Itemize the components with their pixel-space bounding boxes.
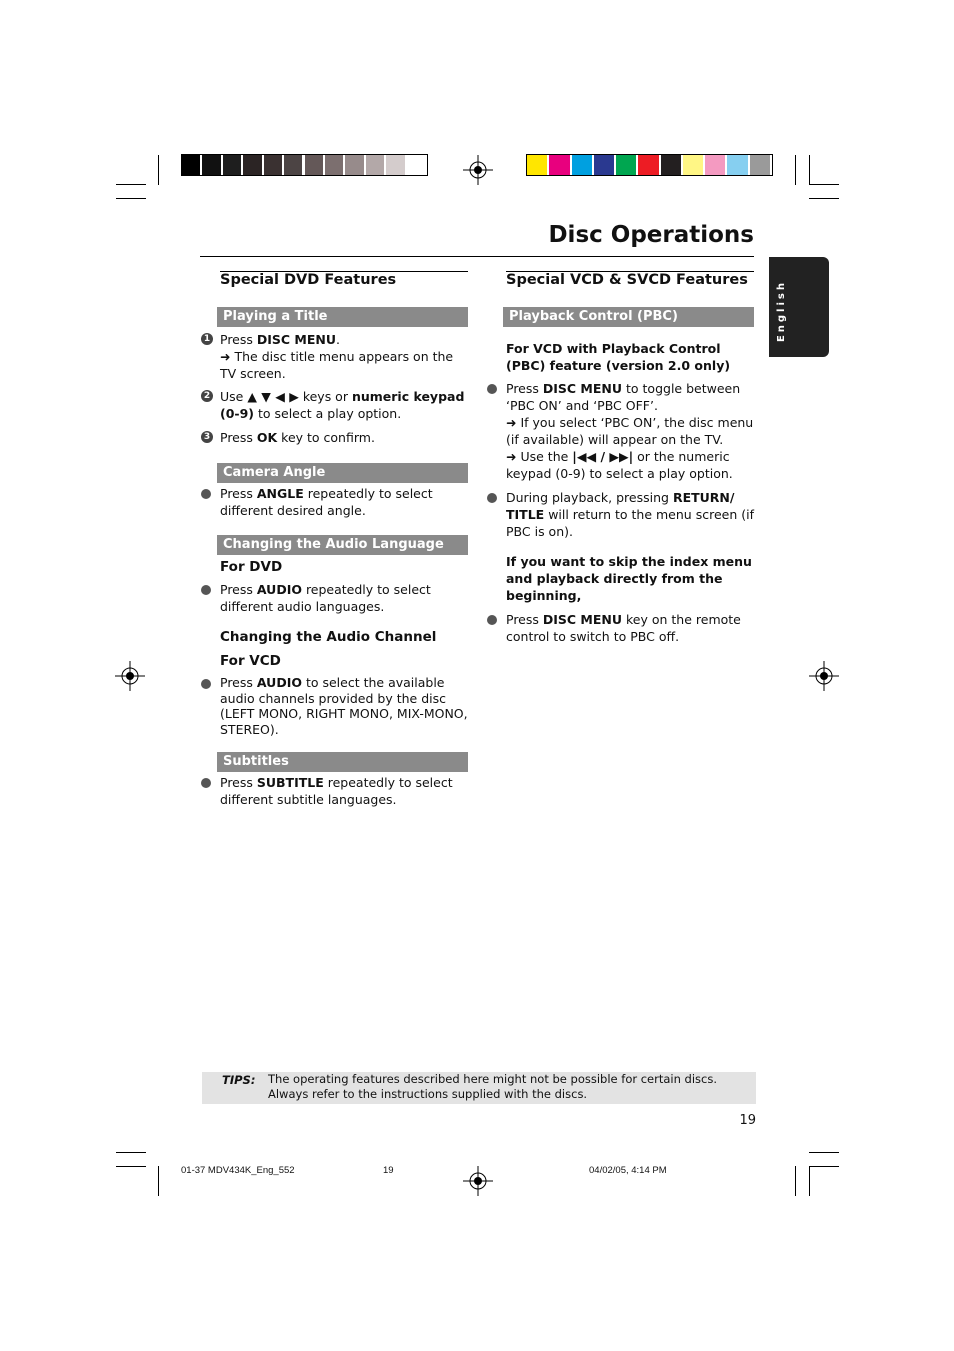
footer-file: 01-37 MDV434K_Eng_552 xyxy=(181,1165,295,1176)
bullet-icon xyxy=(201,585,211,595)
color-swatch xyxy=(661,155,681,175)
crop-mark xyxy=(158,1166,159,1196)
color-swatch xyxy=(345,155,363,175)
skip-index-heading: If you want to skip the index menu and playback directly from the beginning, xyxy=(506,554,752,603)
pbc-intro: For VCD with Playback Control (PBC) feature (version 2.0 only) xyxy=(506,341,731,373)
title-rule xyxy=(200,256,754,257)
bar-subtitles: Subtitles xyxy=(217,752,468,772)
color-swatch xyxy=(202,155,220,175)
page-number: 19 xyxy=(739,1113,756,1128)
pbc-bullet-2: During playback, pressing RETURN/ TITLE will return to the menu screen (if PBC is on). xyxy=(506,490,754,539)
color-calibration-bar xyxy=(526,154,773,176)
color-swatch xyxy=(407,155,425,175)
crop-mark xyxy=(116,1166,146,1167)
section-heading-dvd: Special DVD Features xyxy=(220,272,397,288)
bullet-icon xyxy=(487,384,497,394)
registration-mark-icon xyxy=(463,1166,493,1196)
skip-icons: |◀◀ / ▶▶| xyxy=(572,449,634,464)
registration-mark-icon xyxy=(809,661,839,691)
color-swatch xyxy=(594,155,614,175)
bullet-icon xyxy=(201,489,211,499)
grayscale-calibration-bar xyxy=(181,154,428,176)
step-3-text: Press OK key to confirm. xyxy=(220,430,375,445)
step-1-text: Press DISC MENU. ➜ The disc title menu appears on the TV screen. xyxy=(220,332,454,381)
subheading-audio-channel: Changing the Audio Channel xyxy=(220,629,437,645)
color-swatch xyxy=(386,155,404,175)
crop-mark xyxy=(795,1166,796,1196)
color-swatch xyxy=(366,155,384,175)
step-number: 2 xyxy=(201,390,213,402)
bullet-icon xyxy=(201,679,211,689)
color-swatch xyxy=(284,155,302,175)
audio-language-text: Press AUDIO repeatedly to select different audio languages. xyxy=(220,582,431,614)
color-swatch xyxy=(182,155,200,175)
crop-mark xyxy=(809,1152,839,1153)
bullet-icon xyxy=(487,615,497,625)
camera-angle-text: Press ANGLE repeatedly to select different desired angle. xyxy=(220,486,433,518)
footer-date: 04/02/05, 4:14 PM xyxy=(589,1165,667,1176)
crop-mark xyxy=(809,1166,839,1167)
bar-pbc: Playback Control (PBC) xyxy=(503,307,754,327)
pbc-bullet-3: Press DISC MENU key on the remote control to switch to PBC off. xyxy=(506,612,741,644)
arrow-icon: ➜ xyxy=(506,449,517,464)
crop-mark xyxy=(116,198,146,199)
color-swatch xyxy=(572,155,592,175)
footer-page: 19 xyxy=(383,1165,394,1176)
bar-camera-angle: Camera Angle xyxy=(217,463,468,483)
arrow-icon: ➜ xyxy=(506,415,517,430)
crop-mark xyxy=(809,198,839,199)
color-swatch xyxy=(527,155,547,175)
section-heading-vcd: Special VCD & SVCD Features xyxy=(506,272,748,288)
color-swatch xyxy=(264,155,282,175)
crop-mark xyxy=(809,1166,810,1196)
pbc-bullet-1: Press DISC MENU to toggle between ‘PBC ON’ and ‘PBC OFF’. ➜ If you select ‘PBC ON’, the disc menu (if available) will appear on the TV. ➜ Use the |◀◀ / ▶▶| or the numeric keypad (0-9) to select a play option. xyxy=(506,381,754,481)
bullet-icon xyxy=(487,493,497,503)
color-swatch xyxy=(727,155,747,175)
color-swatch xyxy=(750,155,770,175)
crop-mark xyxy=(795,155,796,185)
color-swatch xyxy=(705,155,725,175)
subheading-for-vcd: For VCD xyxy=(220,653,281,669)
crop-mark xyxy=(116,184,146,185)
page-title: Disc Operations xyxy=(548,222,754,248)
color-swatch xyxy=(638,155,658,175)
registration-mark-icon xyxy=(463,155,493,185)
color-swatch xyxy=(223,155,241,175)
color-swatch xyxy=(616,155,636,175)
color-swatch xyxy=(549,155,569,175)
tips-label: TIPS: xyxy=(222,1073,256,1087)
step-2-text: Use ▲ ▼ ◀ ▶ keys or numeric keypad (0-9) to select a play option. xyxy=(220,389,465,421)
crop-mark xyxy=(809,155,810,185)
arrow-keys-icon: ▲ ▼ ◀ ▶ xyxy=(247,389,299,404)
color-swatch xyxy=(683,155,703,175)
tips-text: The operating features described here might not be possible for certain discs. Always refer to the instructions supplied with the discs. xyxy=(268,1072,718,1101)
arrow-icon: ➜ xyxy=(220,349,231,364)
bullet-icon xyxy=(201,778,211,788)
audio-channel-text: Press AUDIO to select the available audio channels provided by the disc (LEFT MONO, RIGHT MONO, MIX-MONO, STEREO). xyxy=(220,675,468,737)
step-number: 3 xyxy=(201,431,213,443)
language-tab-label: English xyxy=(776,280,787,343)
bar-audio-language: Changing the Audio Language xyxy=(217,535,468,555)
subheading-for-dvd: For DVD xyxy=(220,559,283,575)
step-number: 1 xyxy=(201,333,213,345)
crop-mark xyxy=(158,155,159,185)
subtitles-text: Press SUBTITLE repeatedly to select different subtitle languages. xyxy=(220,775,453,807)
crop-mark xyxy=(116,1152,146,1153)
bar-playing-title: Playing a Title xyxy=(217,307,468,327)
crop-mark xyxy=(809,184,839,185)
color-swatch xyxy=(325,155,343,175)
color-swatch xyxy=(305,155,323,175)
color-swatch xyxy=(243,155,261,175)
registration-mark-icon xyxy=(115,661,145,691)
